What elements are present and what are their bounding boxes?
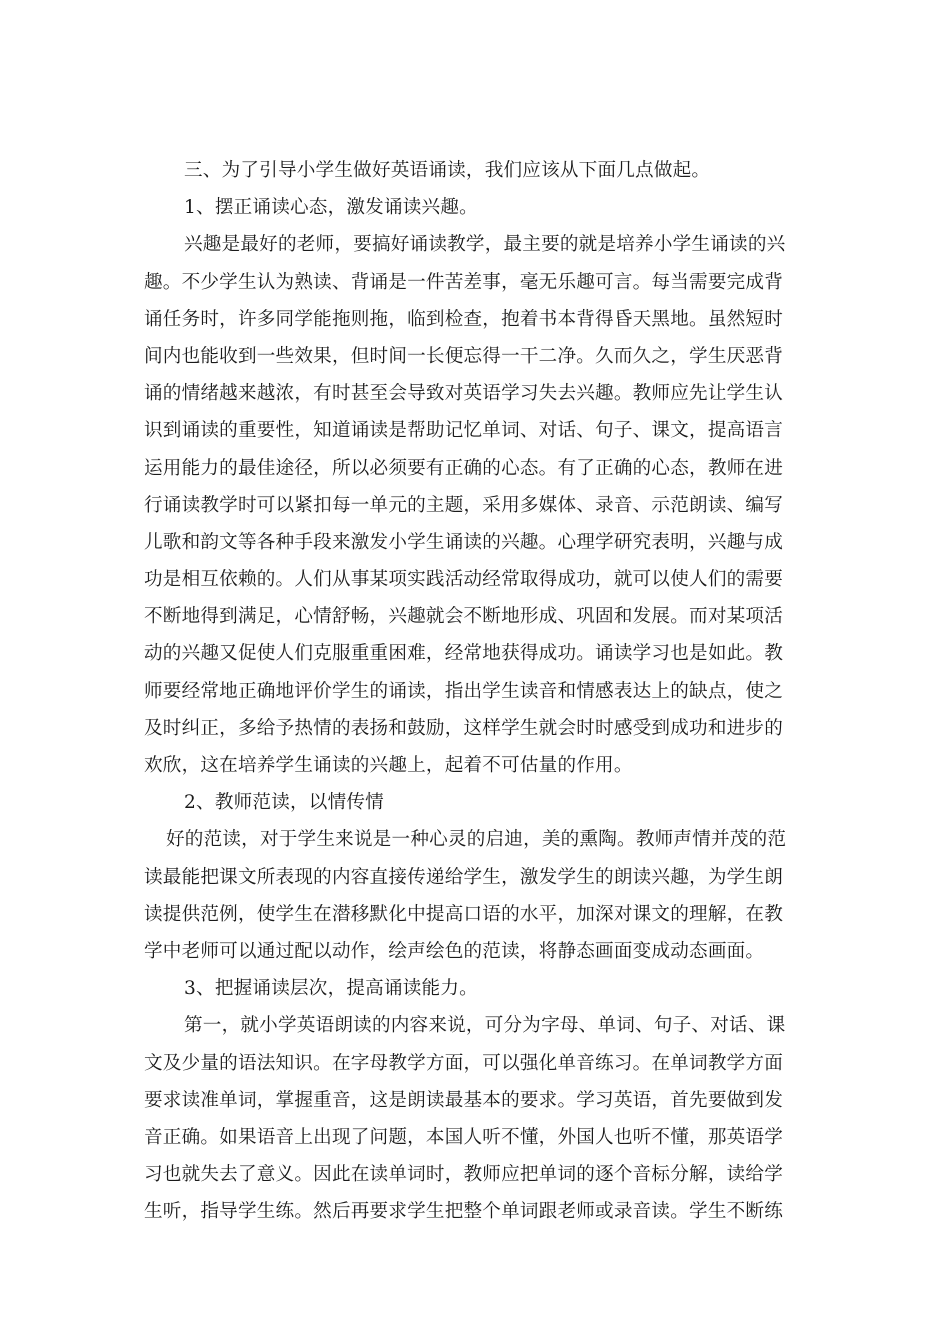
text-line: 欢欣，这在培养学生诵读的兴趣上，起着不可估量的作用。 — [144, 755, 633, 776]
text-line: 好的范读，对于学生来说是一种心灵的启迪，美的熏陶。教师声情并茂的范 — [166, 829, 787, 851]
text-line: 儿歌和韵文等各种手段来激发小学生诵读的兴趣。心理学研究表明，兴趣与成 — [144, 531, 783, 553]
text-line: 三、为了引导小学生做好英语诵读，我们应该从下面几点做起。 — [184, 160, 711, 181]
text-line: 2、教师范读，以情传情 — [184, 792, 384, 814]
text-line: 不断地得到满足，心情舒畅，兴趣就会不断地形成、巩固和发展。而对某项活 — [144, 606, 783, 628]
text-line: 读最能把课文所表现的内容直接传递给学生，激发学生的朗读兴趣，为学生朗 — [144, 866, 783, 888]
text-line: 音正确。如果语音上出现了问题，本国人听不懂，外国人也听不懂，那英语学 — [144, 1126, 783, 1148]
text-line: 读提供范例，使学生在潜移默化中提高口语的水平，加深对课文的理解，在教 — [144, 903, 783, 925]
text-line: 动的兴趣又促使人们克服重重困难，经常地获得成功。诵读学习也是如此。教 — [144, 643, 783, 665]
text-line: 第一，就小学英语朗读的内容来说，可分为字母、单词、句子、对话、课 — [184, 1015, 786, 1037]
text-line: 生听，指导学生练。然后再要求学生把整个单词跟老师或录音读。学生不断练 — [144, 1201, 783, 1223]
text-line: 行诵读教学时可以紧扣每一单元的主题，采用多媒体、录音、示范朗读、编写 — [144, 494, 783, 516]
text-line: 文及少量的语法知识。在字母教学方面，可以强化单音练习。在单词教学方面 — [144, 1052, 783, 1074]
text-line: 师要经常地正确地评价学生的诵读，指出学生读音和情感表达上的缺点，使之 — [144, 680, 783, 702]
text-line: 学中老师可以通过配以动作，绘声绘色的范读，将静态画面变成动态画面。 — [144, 940, 765, 962]
text-line: 要求读准单词，掌握重音，这是朗读最基本的要求。学习英语，首先要做到发 — [144, 1089, 783, 1111]
text-line: 及时纠正，多给予热情的表扬和鼓励，这样学生就会时时感受到成功和进步的 — [144, 717, 783, 739]
text-line: 运用能力的最佳途径，所以必须要有正确的心态。有了正确的心态，教师在进 — [144, 457, 783, 479]
text-line: 兴趣是最好的老师，要搞好诵读教学，最主要的就是培养小学生诵读的兴 — [184, 234, 786, 256]
document-body — [144, 152, 808, 1230]
text-line: 1、摆正诵读心态，激发诵读兴趣。 — [184, 197, 478, 219]
text-line: 诵的情绪越来越浓，有时甚至会导致对英语学习失去兴趣。教师应先让学生认 — [144, 383, 783, 405]
text-line: 间内也能收到一些效果，但时间一长便忘得一干二净。久而久之，学生厌恶背 — [144, 345, 783, 367]
text-line: 诵任务时，许多同学能拖则拖，临到检查，抱着书本背得昏天黑地。虽然短时 — [144, 308, 783, 330]
text-line: 功是相互依赖的。人们从事某项实践活动经常取得成功，就可以使人们的需要 — [144, 569, 783, 591]
text-line: 趣。不少学生认为熟读、背诵是一件苦差事，毫无乐趣可言。每当需要完成背 — [144, 271, 783, 293]
text-line: 识到诵读的重要性，知道诵读是帮助记忆单词、对话、句子、课文，提高语言 — [144, 420, 783, 442]
text-line: 3、把握诵读层次，提高诵读能力。 — [184, 978, 478, 1000]
text-line: 习也就失去了意义。因此在读单词时，教师应把单词的逐个音标分解，读给学 — [144, 1164, 783, 1186]
